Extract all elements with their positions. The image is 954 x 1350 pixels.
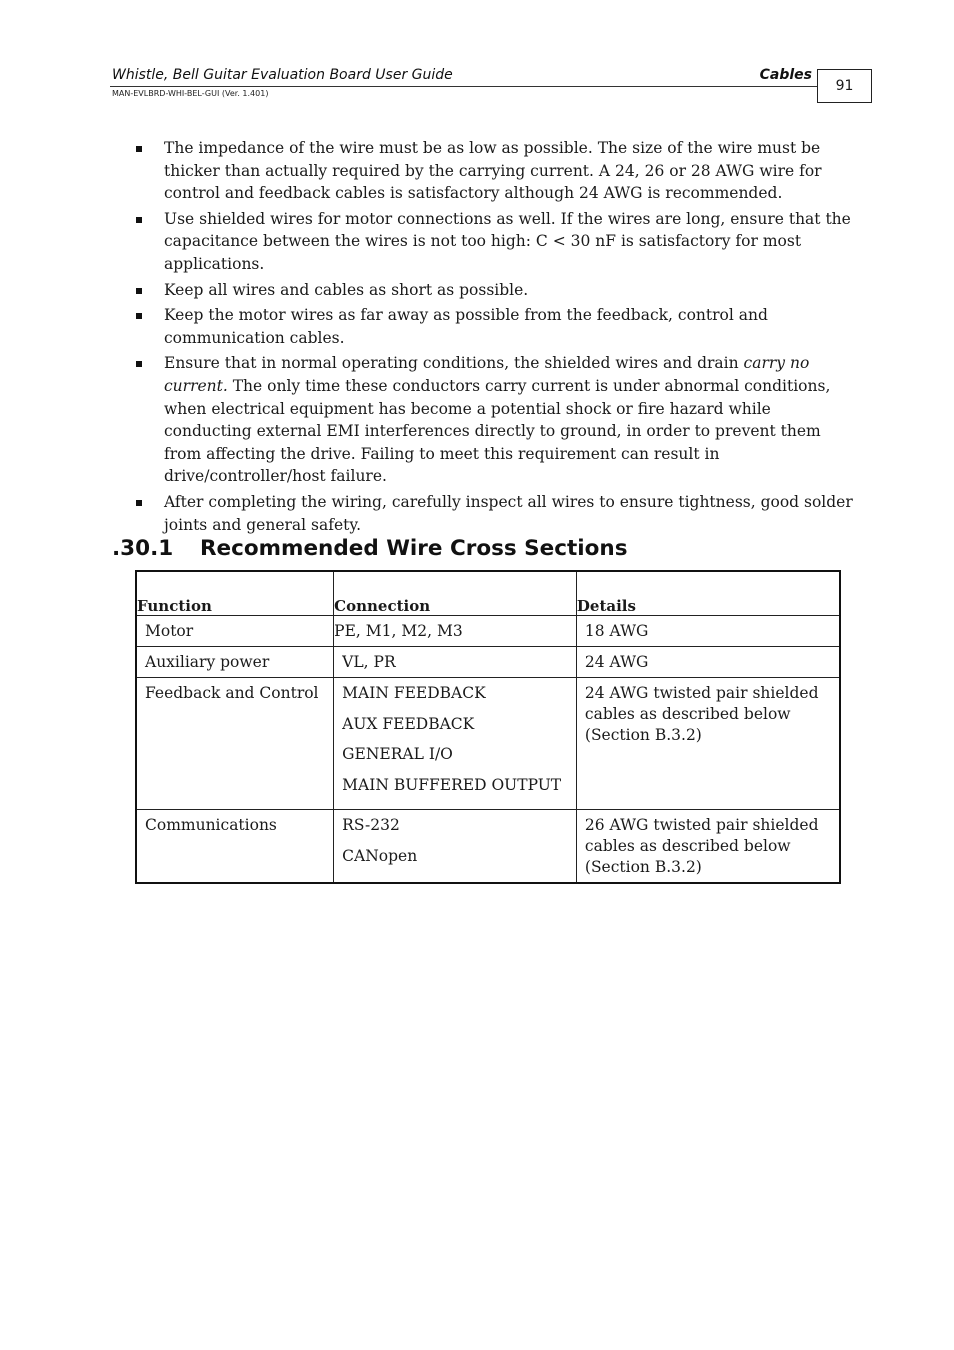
details-cell: 26 AWG twisted pair shielded cables as described below (Section B.3.2) (576, 810, 840, 884)
details-cell: 18 AWG (576, 616, 840, 647)
connection-item: AUX FEEDBACK (342, 714, 475, 733)
connection-item: MAIN FEEDBACK (342, 684, 486, 702)
column-header-connection: Connection (334, 571, 577, 616)
table-row (136, 616, 840, 647)
document-title: Whistle, Bell Guitar Evaluation Board User Guide (112, 67, 453, 83)
document-id: MAN-EVLBRD-WHI-BEL-GUI (Ver. 1.401) (112, 89, 269, 98)
square-bullet-icon (136, 146, 142, 152)
list-item-emphasis: carry no current. (164, 354, 810, 395)
connection-cell: VL, PR (334, 647, 577, 678)
list-item-text: The only time these conductors carry current is under abnormal conditions, when electrical equipment has become a potential shock or fire hazard while conducting external EMI interferences directly to ground, in order to prevent them from affecting the drive. Failing to meet this requirement can result in drive/controller/host failure. (164, 376, 831, 486)
square-bullet-icon (136, 361, 142, 367)
list-item-text: Ensure that in normal operating conditions, the shielded wires and drain (164, 354, 744, 373)
table-row (136, 647, 840, 678)
connection-item: GENERAL I/O (342, 745, 453, 763)
function-cell: Motor (136, 616, 334, 647)
list-item (134, 137, 854, 205)
wiring-guidelines-list (134, 137, 854, 539)
section-number: .30.1 (112, 536, 174, 561)
connection-cell: PE, M1, M2, M3 (334, 616, 577, 647)
connection-cell (334, 678, 577, 810)
details-cell: 24 AWG twisted pair shielded cables as described below (Section B.3.2) (576, 678, 840, 810)
connection-cell (334, 810, 577, 884)
function-cell: Auxiliary power (136, 647, 334, 678)
list-item-text: Keep all wires and cables as short as possible. (164, 280, 529, 299)
function-cell: Feedback and Control (136, 678, 334, 810)
connection-item: MAIN BUFFERED OUTPUT (342, 775, 562, 794)
square-bullet-icon (136, 288, 142, 294)
section-title: Recommended Wire Cross Sections (200, 536, 628, 561)
details-cell: 24 AWG (576, 647, 840, 678)
list-item-text: After completing the wiring, carefully inspect all wires to ensure tightness, good solder joints and general safety. (164, 492, 853, 534)
wire-cross-section-table (135, 570, 841, 884)
column-header-details: Details (576, 571, 840, 616)
table-header-row (136, 571, 840, 616)
function-cell: Communications (136, 810, 334, 884)
list-item (134, 279, 854, 302)
connection-item: RS-232 (342, 816, 400, 834)
square-bullet-icon (136, 500, 142, 506)
table-row (136, 810, 840, 884)
list-item (134, 304, 854, 349)
section-heading (112, 536, 628, 561)
square-bullet-icon (136, 313, 142, 319)
list-item-text: The impedance of the wire must be as low as possible. The size of the wire must be thicker than actually required by the carrying current. A 24, 26 or 28 AWG wire for control and feedback cables is satisfactory although 24 AWG is recommended. (164, 139, 822, 203)
list-item (134, 491, 854, 536)
page-number: 91 (817, 69, 872, 103)
list-item-text: Keep the motor wires as far away as possible from the feedback, control and communication cables. (164, 306, 768, 347)
column-header-function: Function (136, 571, 334, 616)
table-row (136, 678, 840, 810)
list-item-text: Use shielded wires for motor connections as well. If the wires are long, ensure that the capacitance between the wires is not too high: C < 30 nF is satisfactory for most applications. (164, 209, 851, 273)
list-item (134, 352, 854, 488)
connection-item: CANopen (342, 846, 418, 865)
list-item (134, 208, 854, 276)
square-bullet-icon (136, 217, 142, 223)
header-divider (110, 86, 818, 87)
chapter-name: Cables (759, 67, 812, 83)
